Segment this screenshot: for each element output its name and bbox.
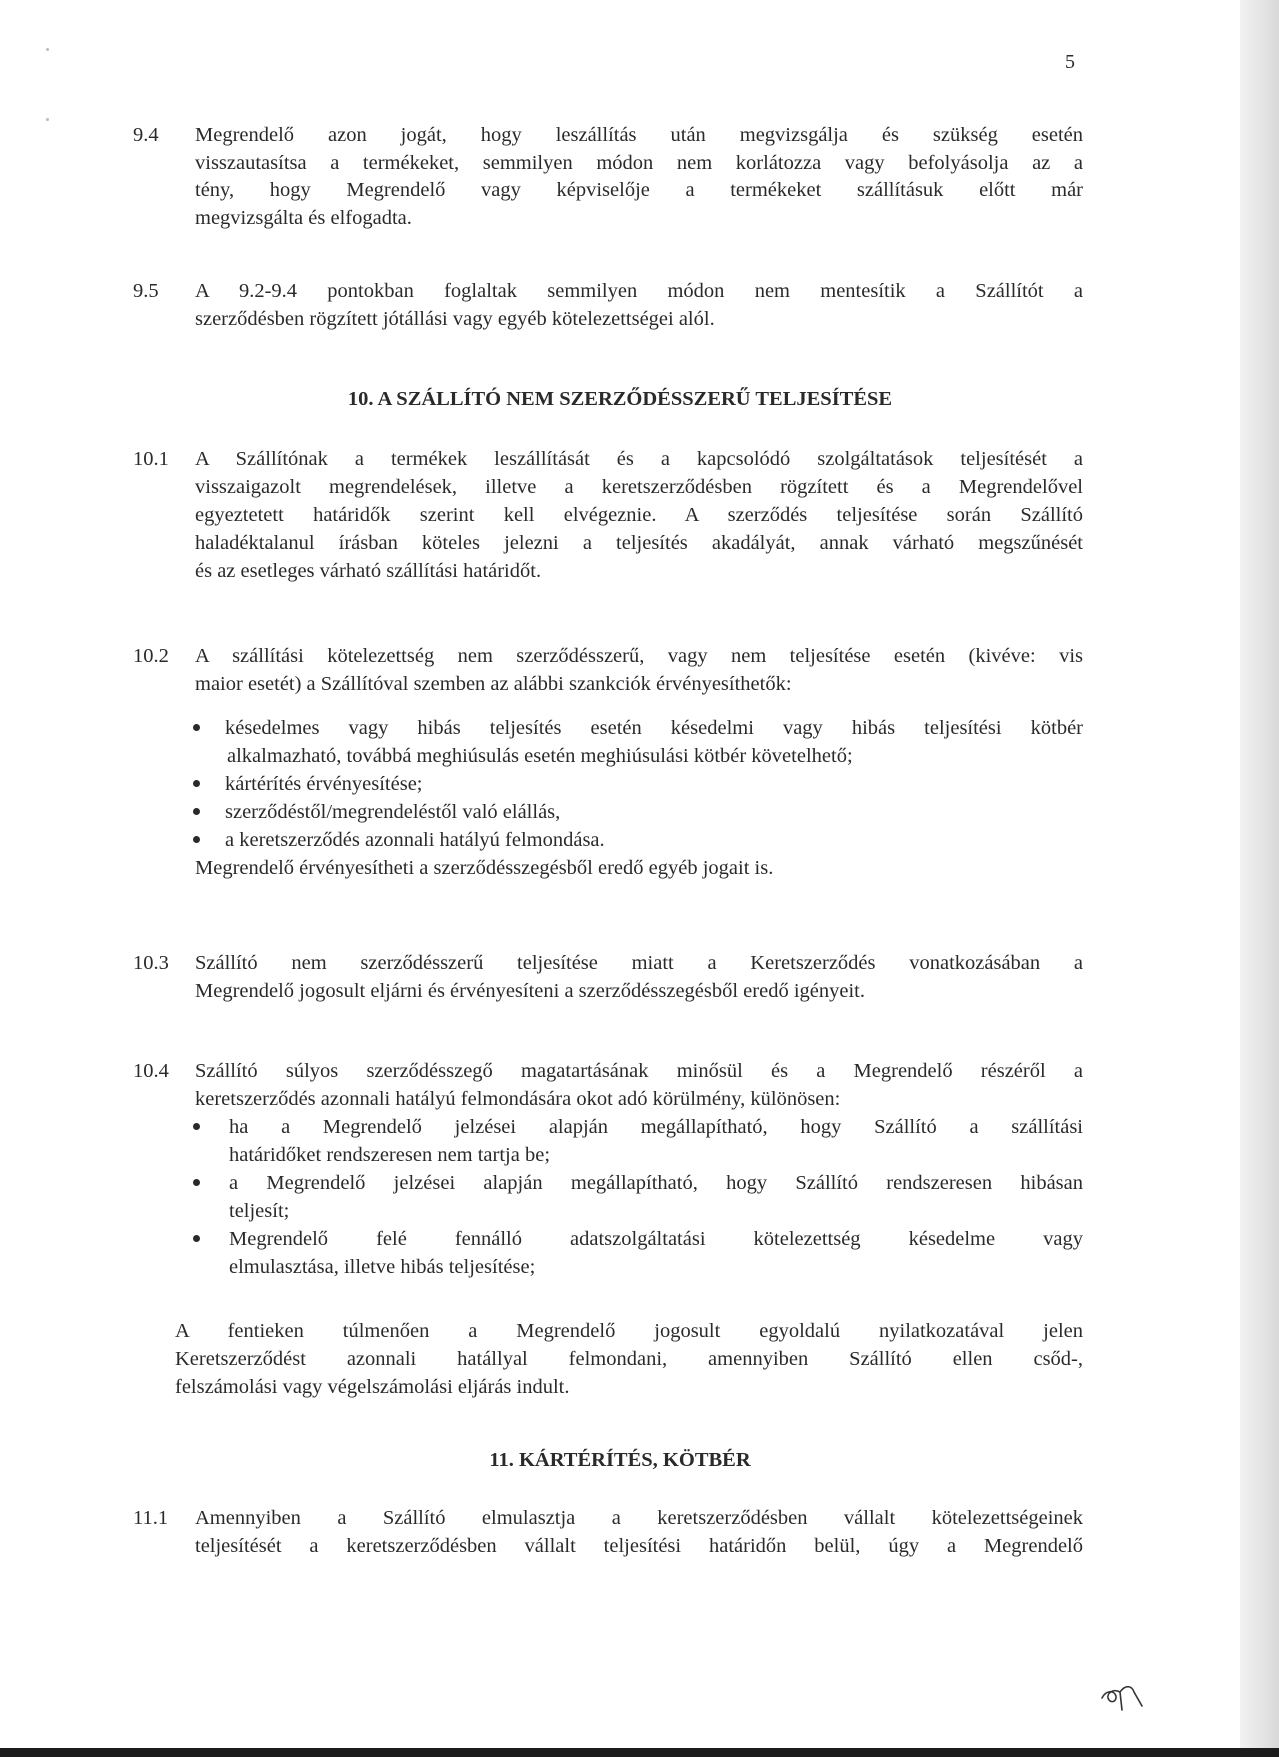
paragraph-line: A fentieken túlmenően a Megrendelő jogosult egyoldalú nyilatkozatával jelen	[175, 1320, 1083, 1342]
list-item: késedelmes vagy hibás teljesítés esetén késedelmi vagy hibás teljesítési kötbér	[225, 717, 1083, 739]
paragraph-line: Megrendelő jogosult eljárni és érvényesíteni a szerződésszegésből eredő igényeit.	[195, 980, 865, 1002]
paragraph-line: tény, hogy Megrendelő vagy képviselője a termékeket szállításuk előtt már	[195, 179, 1083, 201]
paragraph-line: keretszerződés azonnali hatályú felmondására okot adó körülmény, különösen:	[195, 1088, 841, 1110]
bullet-dot	[193, 1123, 200, 1130]
bullet-dot	[193, 1235, 200, 1242]
scan-edge-right	[1240, 0, 1279, 1757]
bullet-dot	[193, 724, 200, 731]
paragraph-line: Megrendelő azon jogát, hogy leszállítás után megvizsgálja és szükség esetén	[195, 124, 1083, 146]
paragraph-line: megvizsgálta és elfogadta.	[195, 207, 412, 229]
section-number-9-5: 9.5	[133, 280, 159, 302]
list-item: Megrendelő felé fennálló adatszolgáltatási kötelezettség késedelme vagy	[229, 1228, 1083, 1250]
list-item: a keretszerződés azonnali hatályú felmondása.	[225, 829, 605, 851]
section-heading-11: 11. KÁRTÉRÍTÉS, KÖTBÉR	[489, 1449, 751, 1471]
section-number-10-3: 10.3	[133, 952, 169, 974]
paragraph-line: maior esetét) a Szállítóval szemben az alábbi szankciók érvényesíthetők:	[195, 673, 792, 695]
scan-edge-bottom	[0, 1748, 1279, 1757]
paragraph-line: egyeztetett határidők szerint kell elvégeznie. A szerződés teljesítése során Szállító	[195, 504, 1083, 526]
paragraph-line: felszámolási vagy végelszámolási eljárás indult.	[175, 1376, 570, 1398]
list-item-continuation: alkalmazható, továbbá meghiúsulás esetén meghiúsulási kötbér követelhető;	[227, 745, 853, 767]
bullet-dot	[193, 1179, 200, 1186]
paragraph-line: és az esetleges várható szállítási határidőt.	[195, 560, 542, 582]
paragraph-line: Szállító súlyos szerződésszegő magatartásának minősül és a Megrendelő részéről a	[195, 1060, 1083, 1082]
section-number-11-1: 11.1	[133, 1507, 169, 1529]
paragraph-line: Megrendelő érvényesítheti a szerződésszegésből eredő egyéb jogait is.	[195, 857, 774, 879]
section-number-10-4: 10.4	[133, 1060, 169, 1082]
list-item-continuation: elmulasztása, illetve hibás teljesítése;	[229, 1256, 536, 1278]
bullet-dot	[193, 808, 200, 815]
bullet-dot	[193, 836, 200, 843]
section-number-9-4: 9.4	[133, 124, 159, 146]
section-number-10-2: 10.2	[133, 645, 169, 667]
paragraph-line: visszautasítsa a termékeket, semmilyen módon nem korlátozza vagy befolyásolja az a	[195, 152, 1083, 174]
bullet-dot	[193, 780, 200, 787]
paragraph-line: szerződésben rögzített jótállási vagy egyéb kötelezettségei alól.	[195, 308, 715, 330]
list-item: ha a Megrendelő jelzései alapján megállapítható, hogy Szállító a szállítási	[229, 1116, 1083, 1138]
section-heading-10: 10. A SZÁLLÍTÓ NEM SZERZŐDÉSSZERŰ TELJESÍTÉSE	[347, 388, 893, 410]
paragraph-line: Szállító nem szerződésszerű teljesítése miatt a Keretszerződés vonatkozásában a	[195, 952, 1083, 974]
paragraph-line: visszaigazolt megrendelések, illetve a keretszerződésben rögzített és a Megrendelővel	[195, 476, 1083, 498]
list-item: szerződéstől/megrendeléstől való elállás,	[225, 801, 561, 823]
paragraph-line: Keretszerződést azonnali hatállyal felmondani, amennyiben Szállító ellen csőd-,	[175, 1348, 1083, 1370]
handwritten-initials	[1098, 1678, 1146, 1714]
paragraph-line: A szállítási kötelezettség nem szerződésszerű, vagy nem teljesítése esetén (kivéve: vis	[195, 645, 1083, 667]
paragraph-line: haladéktalanul írásban köteles jelezni a teljesítés akadályát, annak várható megszűnését	[195, 532, 1083, 554]
list-item: a Megrendelő jelzései alapján megállapítható, hogy Szállító rendszeresen hibásan	[229, 1172, 1083, 1194]
list-item: kártérítés érvényesítése;	[225, 773, 423, 795]
paragraph-line: Amennyiben a Szállító elmulasztja a keretszerződésben vállalt kötelezettségeinek	[195, 1507, 1083, 1529]
paragraph-line: A Szállítónak a termékek leszállítását és a kapcsolódó szolgáltatások teljesítését a	[195, 448, 1083, 470]
section-number-10-1: 10.1	[133, 448, 169, 470]
scan-speck	[46, 118, 49, 121]
scan-speck	[46, 48, 49, 51]
list-item-continuation: határidőket rendszeresen nem tartja be;	[229, 1144, 551, 1166]
list-item-continuation: teljesít;	[229, 1200, 290, 1222]
page-number: 5	[1065, 51, 1075, 73]
paragraph-line: teljesítését a keretszerződésben vállalt teljesítési határidőn belül, úgy a Megrendelő	[195, 1535, 1083, 1557]
paragraph-line: A 9.2-9.4 pontokban foglaltak semmilyen módon nem mentesítik a Szállítót a	[195, 280, 1083, 302]
